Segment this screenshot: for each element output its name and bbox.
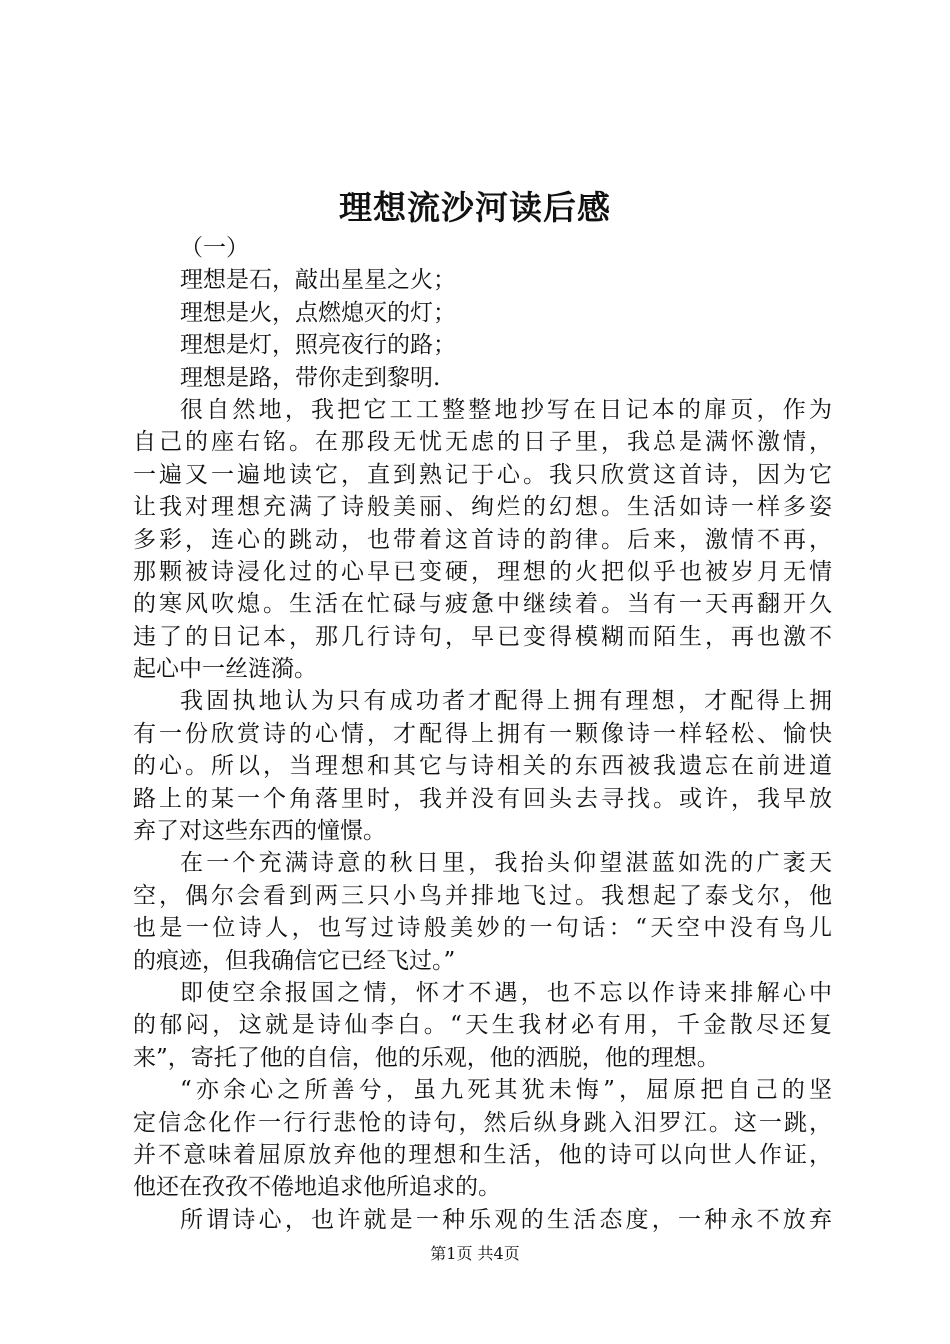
text-line: 空，偶尔会看到两三只小鸟并排地飞过。我想起了泰戈尔，他 [133,882,832,909]
text-line: 所谓诗心，也许就是一种乐观的生活态度，一种永不放弃 [180,1206,832,1233]
text-line: 他还在孜孜不倦地追求他所追求的。 [133,1174,501,1201]
text-line: （一） [180,235,249,261]
text-line: 我固执地认为只有成功者才配得上拥有理想，才配得上拥 [180,688,832,715]
text-line: 弃了对这些东西的憧憬。 [133,818,386,845]
text-line: 的心。所以，当理想和其它与诗相关的东西被我遗忘在前进道 [133,753,832,780]
text-line: 一遍又一遍地读它，直到熟记于心。我只欣赏这首诗，因为它 [133,461,832,488]
text-line: 多彩，连心的跳动，也带着这首诗的韵律。后来，激情不再， [133,526,832,553]
text-line: 理想是灯，照亮夜行的路； [180,332,456,359]
page-footer: 第1页 共4页 [430,1244,520,1263]
text-line: 的痕迹，但我确信它已经飞过。” [133,947,456,974]
text-line: 在一个充满诗意的秋日里，我抬头仰望湛蓝如洗的广袤天 [180,850,832,877]
text-line: 理想是路，带你走到黎明. [180,364,441,391]
text-line: 也是一位诗人，也写过诗般美妙的一句话：“天空中没有鸟儿 [133,915,832,942]
text-line: 理想是火，点燃熄灭的灯； [180,299,456,326]
document-title: 理想流沙河读后感 [339,188,611,227]
text-line: 自己的座右铭。在那段无忧无虑的日子里，我总是满怀激情， [133,429,832,456]
text-line: 路上的某一个角落里时，我并没有回头去寻找。或许，我早放 [133,785,832,812]
text-line: 的寒风吹熄。生活在忙碌与疲惫中继续着。当有一天再翻开久 [133,591,832,618]
text-line: 定信念化作一行行悲怆的诗句，然后纵身跳入汨罗江。这一跳， [133,1109,832,1136]
text-line: 有一份欣赏诗的心情，才配得上拥有一颗像诗一样轻松、愉快 [133,720,832,747]
text-line: 起心中一丝涟漪。 [133,656,317,683]
text-line: “亦余心之所善兮，虽九死其犹未悔”，屈原把自己的坚 [180,1077,832,1104]
text-line: 并不意味着屈原放弃他的理想和生活，他的诗可以向世人作证， [133,1141,832,1168]
text-line: 来”，寄托了他的自信，他的乐观，他的洒脱，他的理想。 [133,1044,720,1071]
text-line: 即使空余报国之情，怀才不遇，也不忘以作诗来排解心中 [180,979,832,1006]
document-body [133,232,832,1236]
text-line: 违了的日记本，那几行诗句，早已变得模糊而陌生，再也激不 [133,623,832,650]
text-line: 让我对理想充满了诗般美丽、绚烂的幻想。生活如诗一样多姿 [133,494,832,521]
text-line: 很自然地，我把它工工整整地抄写在日记本的扉页，作为 [180,396,832,423]
text-line: 的郁闷，这就是诗仙李白。“天生我材必有用，千金散尽还复 [133,1012,832,1039]
text-line: 那颗被诗浸化过的心早已变硬，理想的火把似乎也被岁月无情 [133,558,832,585]
text-line: 理想是石，敲出星星之火； [180,267,456,294]
